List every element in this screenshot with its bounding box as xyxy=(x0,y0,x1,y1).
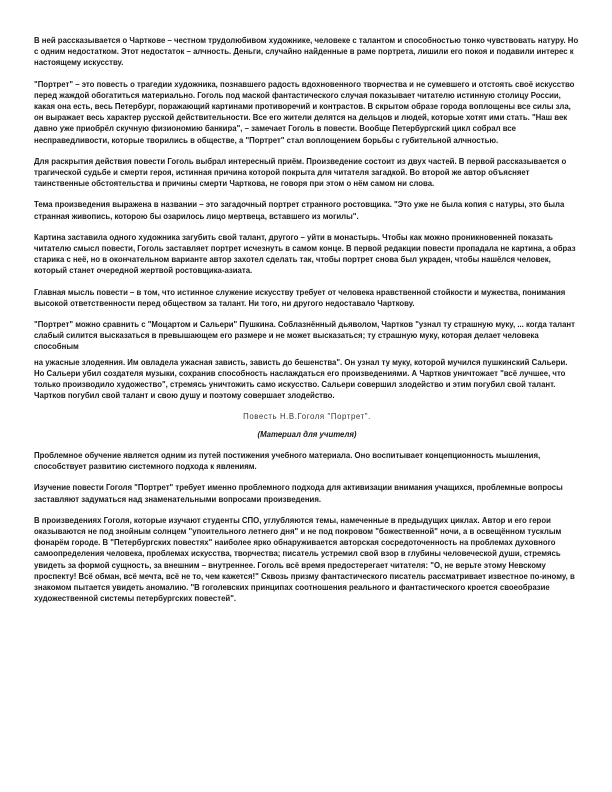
paragraph: Проблемное обучение является одним из путей постижения учебного материала. Оно воспитывает концепционность мышления, способствует развитию системного подхода к явлениям. xyxy=(34,450,541,472)
paragraph: Картина заставила одного художника загубить свой талант, другого – уйти в монастырь. Чтобы как можно проникновенней показать читателю смысл повести, Гоголь заставляет портрет исчезнуть в самом конце. В первой редакции повести пропадала не картина, а образ старика с неё, но в окончательном варианте автор захотел сделать так, чтобы портрет снова был украден, чтобы нашёлся человек, который станет очередной жертвой ростовщика-азиата. xyxy=(34,232,576,276)
paragraph: "Портрет" – это повесть о трагедии художника, познавшего радость вдохновенного творчества и не сумевшего и отстоять своё искусство перед жаждой обогатиться материально. Гоголь под маской фантастического случая показывает читателю истинную столицу России, какая она есть, весь Петербург, поражающий картинами противоречий и контрастов. В скрытом образе города воплощены все силы зла, он выражает весь характер русской действительности. Все его жители делятся на дельцов и людей, которые хотят ими стать. "Наш век давно уже приобрёл скучную физиономию банкира", – замечает Гоголь в повести. Вообще Петербургский цикл собрал все несправедливости, которые творились в обществе, а "Портрет" стал воплощением борьбы с губительной алчностью. xyxy=(34,79,575,145)
paragraph: "Портрет" можно сравнить с "Моцартом и Сальери" Пушкина. Соблазнённый дьяволом, Чартков "узнал ту страшную муку, ... когда талант слабый силится высказаться в превышающем его размере и не может высказаться; ту страшную муку, которая делает человека способным xyxy=(34,320,575,352)
section-subtitle: (Материал для учителя) xyxy=(257,429,357,439)
paragraph: Тема произведения выражена в названии – это загадочный портрет странного ростовщика. "Это уже не была копия с натуры, это была странная живопись, которою бы озарилось лицо мертвеца, вставшего из могилы". xyxy=(34,200,565,221)
paragraph: Изучение повести Гоголя "Портрет" требует именно проблемного подхода для активизации внимания учащихся, проблемные вопросы заставляют задуматься над знаменательными вопросами произведения. xyxy=(34,483,563,504)
document-body xyxy=(34,35,580,614)
paragraph: В произведениях Гоголя, которые изучают студенты СПО, углубляются темы, намеченные в предыдущих циклах. Автор и его герои оказываются не под знойным солнцем "упоительного летнего дня" и не под покровом "божественной" ночи, а в освещённом тусклым фонарём городе. В "Петербургских повестях" наиболее ярко обнаруживается авторская сосредоточенность на проблемах духовного самоопределения человека, проблемах искусства, творчества; писатель устремил свой взор в глубины человеческой души, стремясь увидеть за формой сущность, за внешним – внутреннее. Гоголь всё время предостерегает читателя: "О, не верьте этому Невскому проспекту! Всё обман, всё мечта, всё не то, чем кажется!" Сквозь призму фантастического писатель рассматривает известное по-иному, в знакомом пытается увидеть аномалию. "В гоголевских принципах соотношения реального и фантастического кроется своеобразие художественной системы петербургских повестей". xyxy=(34,515,575,604)
section-title: Повесть Н.В.Гоголя "Портрет". xyxy=(243,412,371,422)
paragraph: на ужасные злодеяния. Им овладела ужасная зависть, зависть до бешенства". Он узнал ту муку, которой мучился пушкинский Сальери. Но Сальери убил создателя музыки, сохранив способность наслаждаться его произведениями. А Чартков уничтожает "всё лучшее, что только производило художество", стремясь уничтожить само искусство. Сальери совершил злодейство и этим погубил свой талант. Чартков погубил свой талант и свою душу и поэтому совершает злодейство. xyxy=(34,357,568,401)
paragraph: Для раскрытия действия повести Гоголь выбрал интересный приём. Произведение состоит из двух частей. В первой рассказывается о трагической судьбе и смерти героя, истинная причина которой покрыта для читателя загадкой. Во второй же автор объясняет таинственные обстоятельства и причины смерти Чарткова, не говоря при этом о нём самом ни слова. xyxy=(34,156,567,189)
paragraph: Главная мысль повести – в том, что истинное служение искусству требует от человека нравственной стойкости и мужества, понимания высокой ответственности перед обществом за талант. Ни того, ни другого недоставало Чарткову. xyxy=(34,287,566,308)
paragraph: В ней рассказывается о Чарткове – честном трудолюбивом художнике, человеке с талантом и способностью тонко чувствовать натуру. Но с одним недостатком. Этот недостаток – алчность. Деньги, случайно найденные в раме портрета, лишили его покоя и подавили интерес к настоящему искусству. xyxy=(34,36,579,68)
